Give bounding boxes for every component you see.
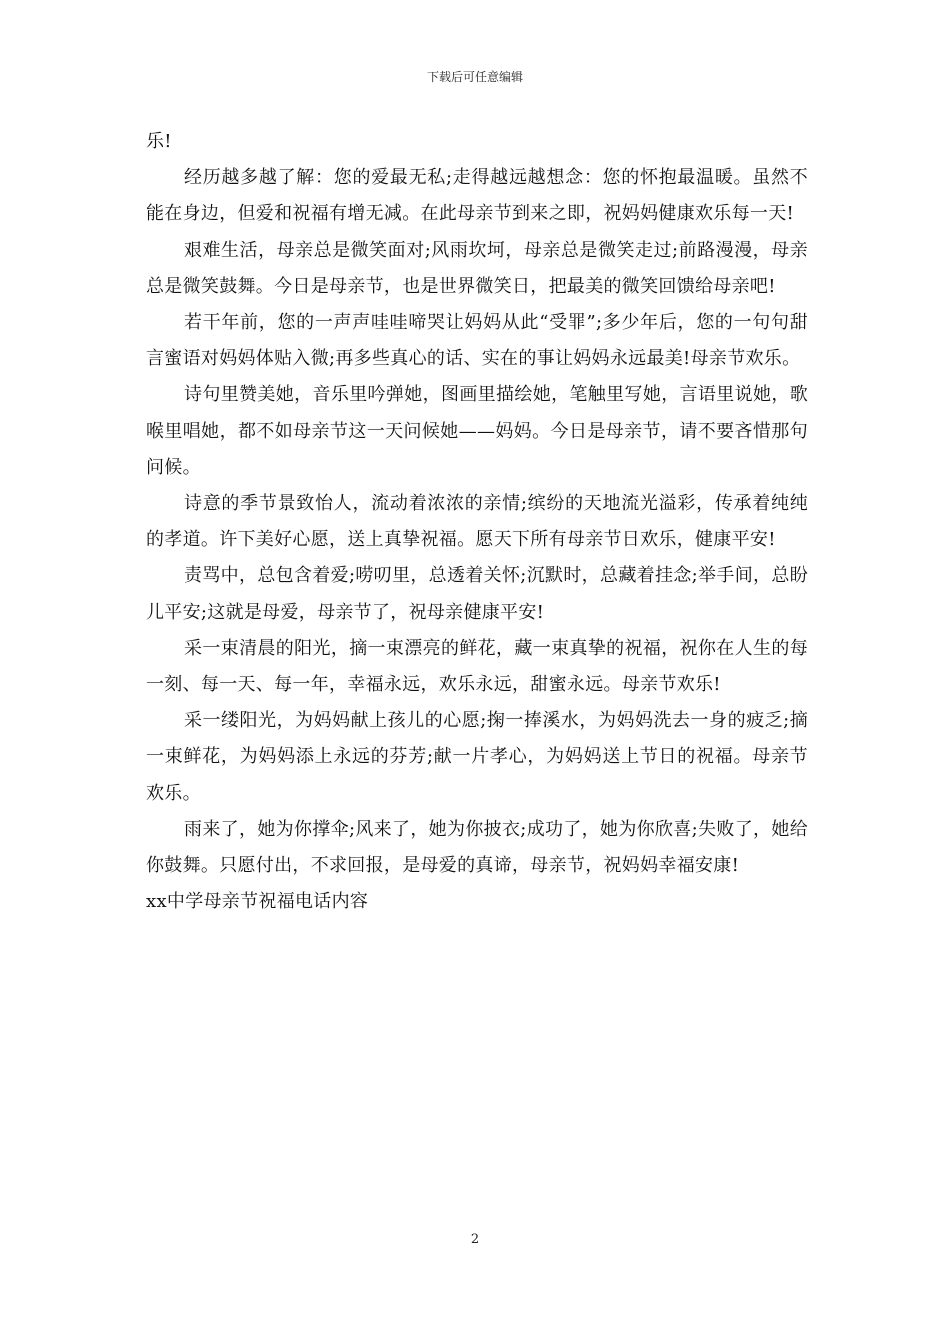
paragraph: 艰难生活，母亲总是微笑面对;风雨坎坷，母亲总是微笑走过;前路漫漫，母亲总是微笑鼓舞。今日是母亲节，也是世界微笑日，把最美的微笑回馈给母亲吧! xyxy=(146,239,808,297)
paragraph: 经历越多越了解：您的爱最无私;走得越远越想念：您的怀抱最温暖。虽然不能在身边，但爱和祝福有增无减。在此母亲节到来之即，祝妈妈健康欢乐每一天! xyxy=(146,167,808,225)
page-number: 2 xyxy=(470,1232,480,1247)
paragraph: 采一缕阳光，为妈妈献上孩儿的心愿;掬一捧溪水，为妈妈洗去一身的疲乏;摘一束鲜花，为妈妈添上永远的芬芳;献一片孝心，为妈妈送上节日的祝福。母亲节欢乐。 xyxy=(146,710,808,804)
paragraph: 诗句里赞美她，音乐里吟弹她，图画里描绘她，笔触里写她，言语里说她，歌喉里唱她，都不如母亲节这一天问候她——妈妈。今日是母亲节，请不要吝惜那句问候。 xyxy=(146,384,808,478)
paragraph: 采一束清晨的阳光，摘一束漂亮的鲜花，藏一束真挚的祝福，祝你在人生的每一刻、每一天、每一年，幸福永远，欢乐永远，甜蜜永远。母亲节欢乐! xyxy=(146,637,808,696)
section-heading: xx中学母亲节祝福电话内容 xyxy=(146,891,369,913)
paragraph: 诗意的季节景致怡人，流动着浓浓的亲情;缤纷的天地流光溢彩，传承着纯纯的孝道。许下美好心愿，送上真挚祝福。愿天下所有母亲节日欢乐，健康平安! xyxy=(146,493,808,551)
page-header: 下载后可任意编辑 xyxy=(426,70,523,84)
paragraph: 责骂中，总包含着爱;唠叨里，总透着关怀;沉默时，总藏着挂念;举手间，总盼儿平安;这就是母爱，母亲节了，祝母亲健康平安! xyxy=(146,565,808,623)
paragraph: 乐! xyxy=(146,131,172,152)
paragraph: 若干年前，您的一声声哇哇啼哭让妈妈从此“受罪”;多少年后，您的一句句甜言蜜语对妈妈体贴入微;再多些真心的话、实在的事让妈妈永远最美!母亲节欢乐。 xyxy=(146,312,808,370)
document-body xyxy=(146,124,808,920)
paragraph: 雨来了，她为你撑伞;风来了，她为你披衣;成功了，她为你欣喜;失败了，她给你鼓舞。只愿付出，不求回报，是母爱的真谛，母亲节，祝妈妈幸福安康! xyxy=(146,818,808,877)
